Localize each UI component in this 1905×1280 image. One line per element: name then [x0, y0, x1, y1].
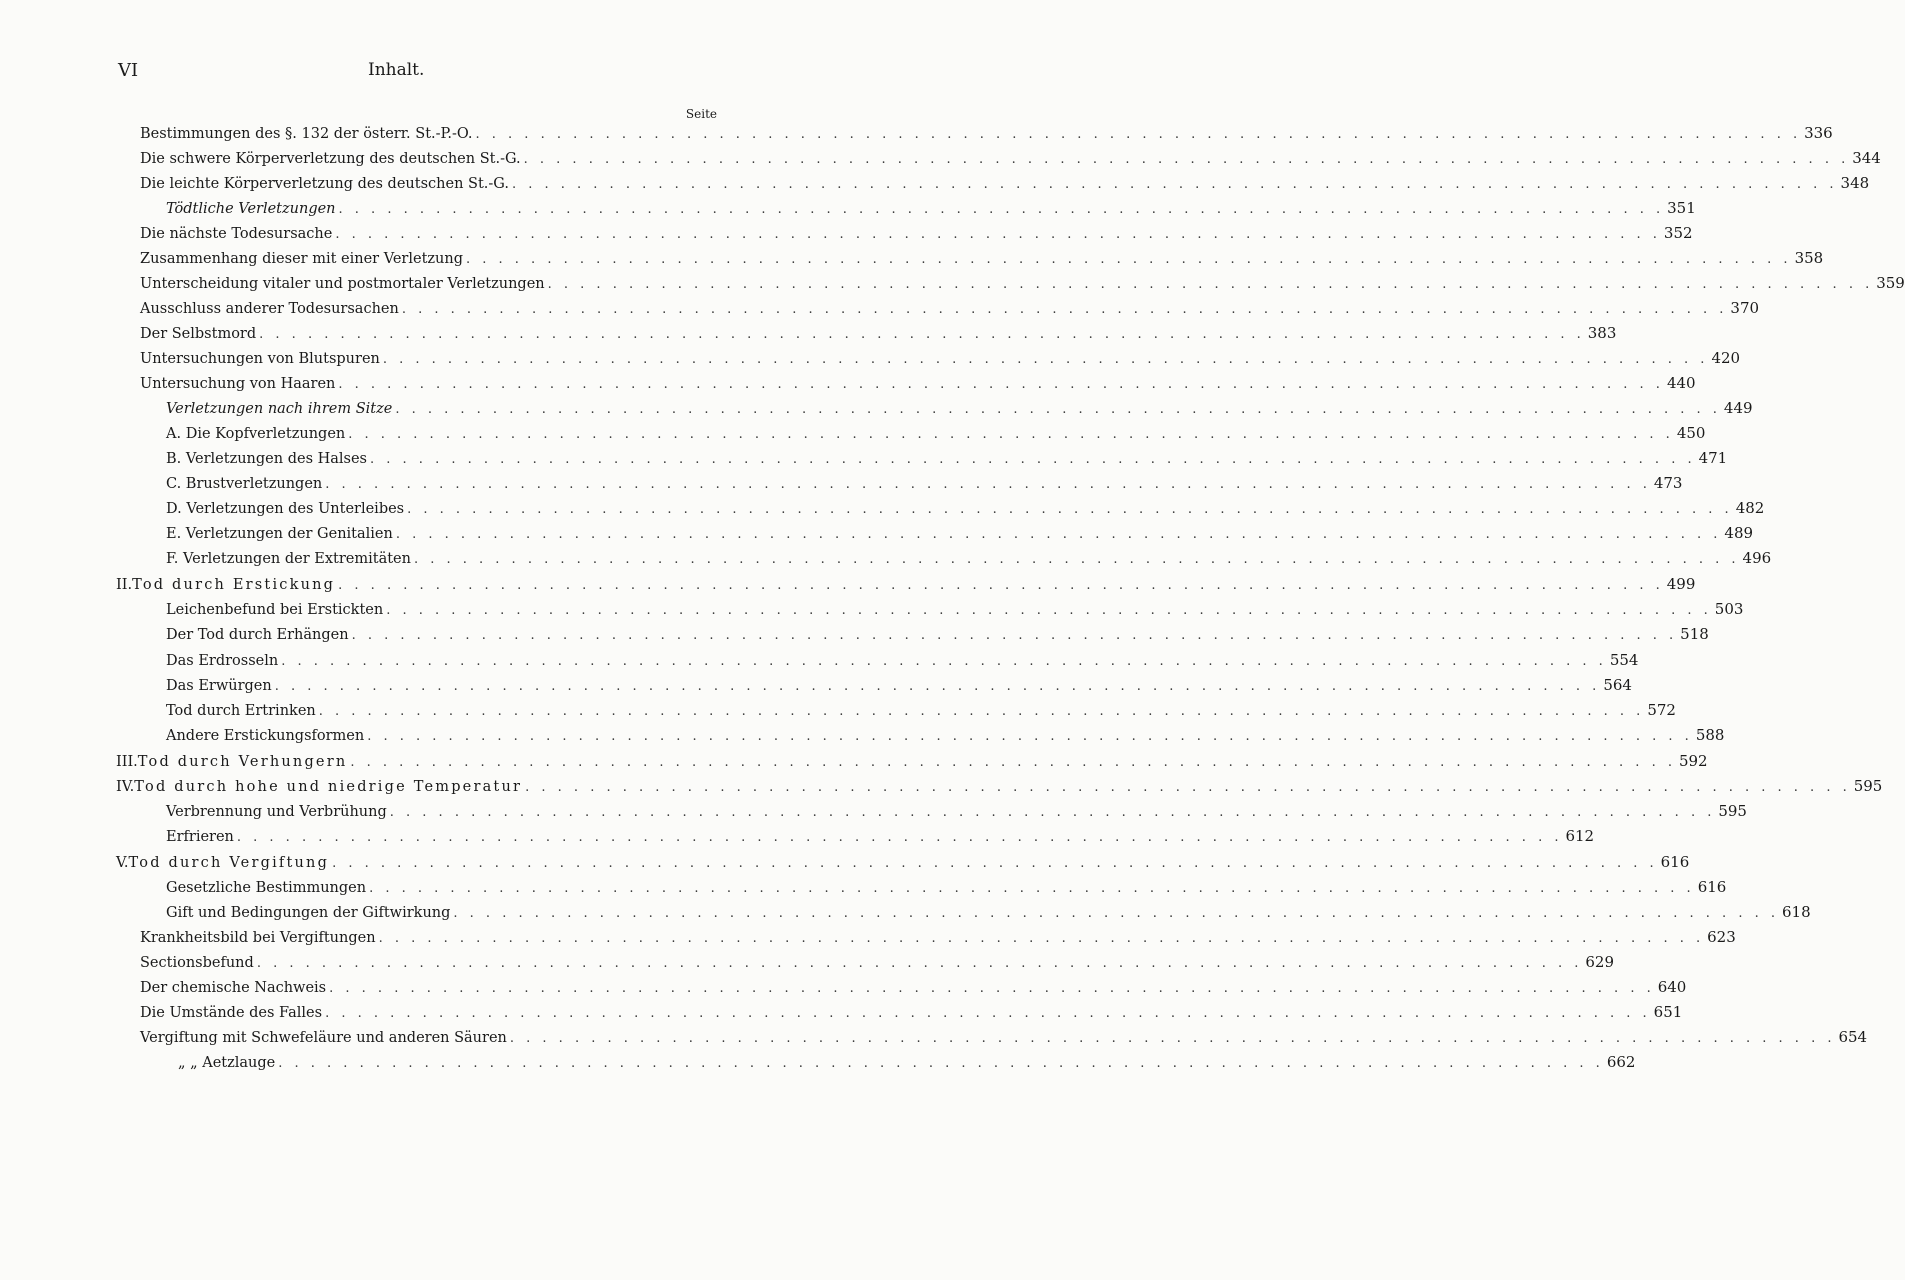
- toc-entry-title: Erfrieren: [166, 829, 234, 845]
- toc-entry: [0, 149, 1881, 173]
- dot-leader: [278, 1056, 1604, 1071]
- dot-leader: [332, 856, 1658, 871]
- toc-entry-page: 359: [1876, 274, 1905, 292]
- toc-entry: [0, 374, 1696, 398]
- toc-entry-title: Tod durch hohe und niedrige Temperatur: [134, 779, 523, 795]
- dot-leader: [466, 252, 1792, 267]
- toc-entry: [0, 752, 1708, 776]
- toc-entry-page: 518: [1680, 625, 1709, 643]
- dot-leader: [339, 202, 1665, 217]
- toc-entry-page: 592: [1678, 752, 1708, 770]
- toc-entry-page: 616: [1660, 853, 1690, 871]
- toc-entry: [0, 978, 1687, 1002]
- toc-entry-title: Das Erwürgen: [166, 678, 272, 694]
- dot-leader: [259, 327, 1585, 342]
- toc-entry-page: 450: [1676, 424, 1706, 442]
- toc-entry: [0, 953, 1615, 977]
- toc-entry-page: 440: [1666, 374, 1696, 392]
- toc-entry-title: Vergiftung mit Schwefeläure und anderen Säuren: [140, 1030, 507, 1046]
- toc-entry-title: Untersuchungen von Blutspuren: [140, 351, 380, 367]
- dot-leader: [369, 881, 1695, 896]
- toc-entry-page: 572: [1647, 701, 1676, 719]
- toc-entry: [0, 424, 1706, 448]
- toc-entry: [0, 1028, 1868, 1052]
- toc-entry-page: 629: [1585, 953, 1615, 971]
- toc-entry-title: Andere Erstickungsformen: [166, 728, 365, 744]
- toc-entry-page: 616: [1697, 878, 1727, 896]
- toc-entry-title: Sectionsbefund: [140, 955, 254, 971]
- dot-leader: [548, 277, 1874, 292]
- toc-entry-page: 348: [1840, 174, 1870, 192]
- toc-entry-page: 662: [1606, 1053, 1636, 1071]
- toc-entry-page: 623: [1707, 928, 1736, 946]
- toc-entry-title: Unterscheidung vitaler und postmortaler Verletzungen: [140, 276, 545, 292]
- dot-leader: [350, 755, 1676, 770]
- toc-entry-title: F. Verletzungen der Extremitäten: [166, 551, 411, 567]
- toc-entry: [0, 399, 1753, 423]
- toc-entry-title: Die leichte Körperverletzung des deutschen St.-G.: [140, 176, 509, 192]
- toc-entry-title: Tödtliche Verletzungen: [166, 201, 336, 217]
- dot-leader: [524, 152, 1850, 167]
- dot-leader: [257, 956, 1583, 971]
- toc-entry-title: Der chemische Nachweis: [140, 980, 327, 996]
- toc-entry: [0, 199, 1696, 223]
- toc-entry: [0, 499, 1765, 523]
- dot-leader: [476, 127, 1802, 142]
- toc-entry-title: Tod durch Verhungern: [137, 754, 348, 770]
- chapter-numeral: IV.: [116, 779, 135, 795]
- toc-entry-title: Leichenbefund bei Erstickten: [166, 602, 384, 618]
- toc-entry-title: A. Die Kopfverletzungen: [166, 426, 346, 442]
- toc-entry: [0, 1053, 1636, 1077]
- dot-leader: [510, 1031, 1836, 1046]
- toc-entry-title: Verbrennung und Verbrühung: [166, 804, 387, 820]
- dot-leader: [367, 729, 1693, 744]
- toc-entry: [0, 324, 1617, 348]
- toc-entry-page: 588: [1695, 726, 1725, 744]
- chapter-numeral: III.: [116, 754, 138, 770]
- toc-entry-page: 564: [1603, 676, 1632, 694]
- toc-entry-page: 595: [1853, 777, 1883, 795]
- toc-entry-title: Der Selbstmord: [140, 326, 257, 342]
- toc-entry: [0, 575, 1696, 599]
- toc-entry: [0, 174, 1870, 198]
- toc-entry-title: E. Verletzungen der Genitalien: [166, 526, 393, 542]
- toc-entry: [0, 853, 1690, 877]
- toc-entry-title: Die nächste Todesursache: [140, 226, 333, 242]
- toc-entry-page: 473: [1653, 474, 1683, 492]
- toc-entry: [0, 701, 1676, 725]
- toc-entry-page: 503: [1714, 600, 1744, 618]
- toc-entry-page: 499: [1666, 575, 1696, 593]
- toc-entry-page: 370: [1730, 299, 1760, 317]
- toc-entry-title: C. Brustverletzungen: [166, 476, 323, 492]
- toc-entry-page: 449: [1723, 399, 1753, 417]
- toc-entry: [0, 474, 1683, 498]
- toc-entry: [0, 726, 1725, 750]
- toc-entry-title: B. Verletzungen des Halses: [166, 451, 368, 467]
- toc-entry: [0, 777, 1883, 801]
- dot-leader: [325, 477, 1651, 492]
- toc-entry: [0, 600, 1744, 624]
- toc-entry-title: Gift und Bedingungen der Giftwirkung: [166, 905, 451, 921]
- toc-entry-page: 654: [1838, 1028, 1868, 1046]
- toc-entry: [0, 224, 1693, 248]
- toc-entry-page: 496: [1742, 549, 1772, 567]
- toc-entry: [0, 549, 1772, 573]
- toc-entry-page: 651: [1653, 1003, 1683, 1021]
- toc-entry: [0, 449, 1728, 473]
- toc-entry: [0, 1003, 1683, 1027]
- toc-entry-title: Verletzungen nach ihrem Sitze: [166, 401, 393, 417]
- toc-entry-title: „ „ Aetzlauge: [178, 1055, 276, 1071]
- dot-leader: [338, 578, 1664, 593]
- toc-entry: [0, 349, 1741, 373]
- toc-entry-title: Krankheitsbild bei Vergiftungen: [140, 930, 376, 946]
- running-title: Inhalt.: [368, 60, 425, 80]
- toc-entry: [0, 676, 1632, 700]
- toc-entry-title: Ausschluss anderer Todesursachen: [140, 301, 399, 317]
- dot-leader: [352, 628, 1678, 643]
- dot-leader: [390, 805, 1716, 820]
- toc-entry: [0, 928, 1736, 952]
- toc-entry-title: Der Tod durch Erhängen: [166, 627, 349, 643]
- dot-leader: [370, 452, 1696, 467]
- toc-entry-title: Gesetzliche Bestimmungen: [166, 880, 367, 896]
- dot-leader: [325, 1006, 1651, 1021]
- page-header: [118, 60, 718, 84]
- toc-entry-page: 618: [1781, 903, 1811, 921]
- dot-leader: [379, 931, 1705, 946]
- toc-entry: [0, 827, 1595, 851]
- toc-entry-page: 554: [1609, 651, 1639, 669]
- toc-entry: [0, 651, 1639, 675]
- toc-entry-title: Bestimmungen des §. 132 der österr. St.-P.-O.: [140, 126, 473, 142]
- toc-entry-title: Zusammenhang dieser mit einer Verletzung: [140, 251, 463, 267]
- dot-leader: [396, 527, 1722, 542]
- toc-entry-page: 383: [1587, 324, 1617, 342]
- toc-entry-page: 351: [1667, 199, 1696, 217]
- toc-entry: [0, 878, 1727, 902]
- dot-leader: [383, 352, 1709, 367]
- toc-entry-page: 489: [1724, 524, 1754, 542]
- chapter-numeral: V.: [116, 855, 129, 871]
- dot-leader: [335, 227, 1661, 242]
- toc-entry-page: 358: [1794, 249, 1824, 267]
- dot-leader: [512, 177, 1838, 192]
- toc-entry: [0, 524, 1754, 548]
- dot-leader: [281, 654, 1607, 669]
- toc-entry-page: 640: [1657, 978, 1687, 996]
- toc-entry: [0, 802, 1747, 826]
- dot-leader: [414, 552, 1740, 567]
- dot-leader: [395, 402, 1721, 417]
- toc-entry: [0, 299, 1760, 323]
- toc-entry-title: D. Verletzungen des Unterleibes: [166, 501, 405, 517]
- toc-entry: [0, 625, 1709, 649]
- dot-leader: [525, 780, 1851, 795]
- chapter-numeral: II.: [116, 577, 133, 593]
- dot-leader: [275, 679, 1601, 694]
- dot-leader: [453, 906, 1779, 921]
- toc-entry-title: Die schwere Körperverletzung des deutschen St.-G.: [140, 151, 521, 167]
- toc-entry-title: Tod durch Erstickung: [132, 577, 336, 593]
- toc-entry-page: 612: [1565, 827, 1595, 845]
- toc-entry-title: Tod durch Vergiftung: [128, 855, 330, 871]
- page-number: VI: [118, 60, 139, 81]
- dot-leader: [407, 502, 1733, 517]
- toc-entry-title: Untersuchung von Haaren: [140, 376, 336, 392]
- toc-entry: [0, 274, 1905, 298]
- toc-entry: [0, 903, 1811, 927]
- dot-leader: [348, 427, 1674, 442]
- toc-entry-title: Das Erdrosseln: [166, 653, 279, 669]
- toc-entry-title: Die Umstände des Falles: [140, 1005, 323, 1021]
- toc-entry-page: 336: [1804, 124, 1833, 142]
- toc-entry-page: 352: [1663, 224, 1693, 242]
- toc-entry-page: 344: [1852, 149, 1881, 167]
- dot-leader: [319, 704, 1645, 719]
- toc-entry-page: 595: [1718, 802, 1747, 820]
- toc-entry-page: 482: [1735, 499, 1765, 517]
- dot-leader: [237, 830, 1563, 845]
- toc-entry: [0, 124, 1833, 148]
- toc-entry: [0, 249, 1824, 273]
- dot-leader: [402, 302, 1728, 317]
- toc-entry-page: 471: [1698, 449, 1728, 467]
- dot-leader: [338, 377, 1664, 392]
- dot-leader: [329, 981, 1655, 996]
- toc-entry-title: Tod durch Ertrinken: [166, 703, 316, 719]
- page-column-label: Seite: [685, 107, 717, 121]
- dot-leader: [386, 603, 1712, 618]
- toc-entry-page: 420: [1711, 349, 1741, 367]
